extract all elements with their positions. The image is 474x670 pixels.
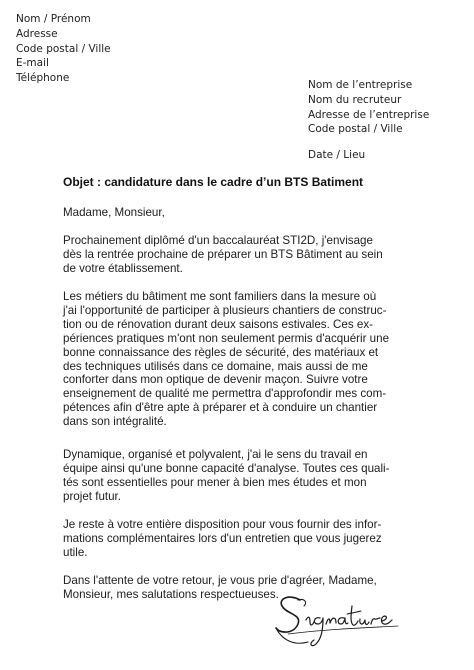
paragraph-line: dès la rentrée prochaine de préparer un BTS Bâtiment au sein	[63, 247, 383, 261]
sender-postal-city: Code postal / Ville	[16, 42, 111, 55]
sender-phone: Téléphone	[16, 72, 70, 85]
paragraph-availability	[63, 518, 463, 560]
paragraph-line: Les métiers du bâtiment me sont familiers dans la mesure où	[63, 290, 377, 303]
paragraph-line: j'ai l'opportunité de participer à plusieurs chantiers de construc-	[63, 303, 387, 317]
paragraph-experience	[63, 290, 463, 429]
paragraph-intro	[63, 234, 463, 276]
recipient-recruiter: Nom du recruteur	[308, 93, 402, 106]
paragraph-line: conforter dans mon optique de devenir maçon. Suivre votre	[63, 373, 368, 387]
recipient-postal-city: Code postal / Ville	[308, 123, 403, 136]
paragraph-line: des techniques utilisés dans ce domaine, mais aussi de me	[63, 359, 368, 373]
sender-block	[16, 12, 111, 86]
paragraph-line: de votre établissement.	[63, 261, 183, 275]
place-date: Date / Lieu	[308, 149, 366, 161]
paragraph-line: Dans l'attente de votre retour, je vous prie d'agréer, Madame,	[63, 574, 377, 587]
paragraph-line: périences pratiques m'ont non seulement permis d'acquérir une	[63, 331, 390, 345]
sender-name: Nom / Prénom	[16, 13, 91, 25]
paragraph-line: Dynamique, organisé et polyvalent, j'ai le sens du travail en	[63, 448, 368, 461]
recipient-company: Nom de l’entreprise	[308, 79, 413, 91]
paragraph-line: mations complémentaires lors d'un entretien que vous jugerez	[63, 531, 382, 545]
recipient-block	[308, 78, 429, 137]
paragraph-line: tés sont essentielles pour mener à bien mes études et mon	[63, 475, 367, 489]
paragraph-line: Je reste à votre entière disposition pour vous fournir des infor-	[63, 518, 382, 531]
paragraph-line: pétences afin d'être apte à préparer et à conduire un chantier	[63, 401, 378, 415]
sender-email: E-mail	[16, 57, 49, 70]
paragraph-line: bonne connaissance des règles de sécurité, des matériaux et	[63, 345, 379, 359]
salutation: Madame, Monsieur,	[63, 206, 165, 219]
paragraph-line: tion ou de rénovation durant deux saisons estivales. Ces ex-	[63, 317, 373, 331]
paragraph-line: Prochainement diplômé d'un baccalauréat STI2D, j'envisage	[63, 234, 373, 247]
paragraph-line: équipe ainsi qu'une bonne capacité d'analyse. Toutes ces quali-	[63, 461, 390, 475]
paragraph-line: Monsieur, mes salutations respectueuses.	[63, 587, 279, 601]
handwritten-signature	[268, 590, 418, 650]
paragraph-line: dans son intégralité.	[63, 415, 167, 429]
recipient-address: Adresse de l’entreprise	[308, 108, 430, 121]
paragraph-qualities	[63, 448, 463, 504]
paragraph-line: enseignement de qualité me permettra d'approfondir mes com-	[63, 387, 387, 401]
paragraph-line: projet futur.	[63, 489, 122, 503]
letter-subject: Objet : candidature dans le cadre d’un BTS Batiment	[63, 175, 364, 189]
sender-address: Adresse	[16, 27, 58, 40]
paragraph-line: utile.	[63, 545, 88, 559]
